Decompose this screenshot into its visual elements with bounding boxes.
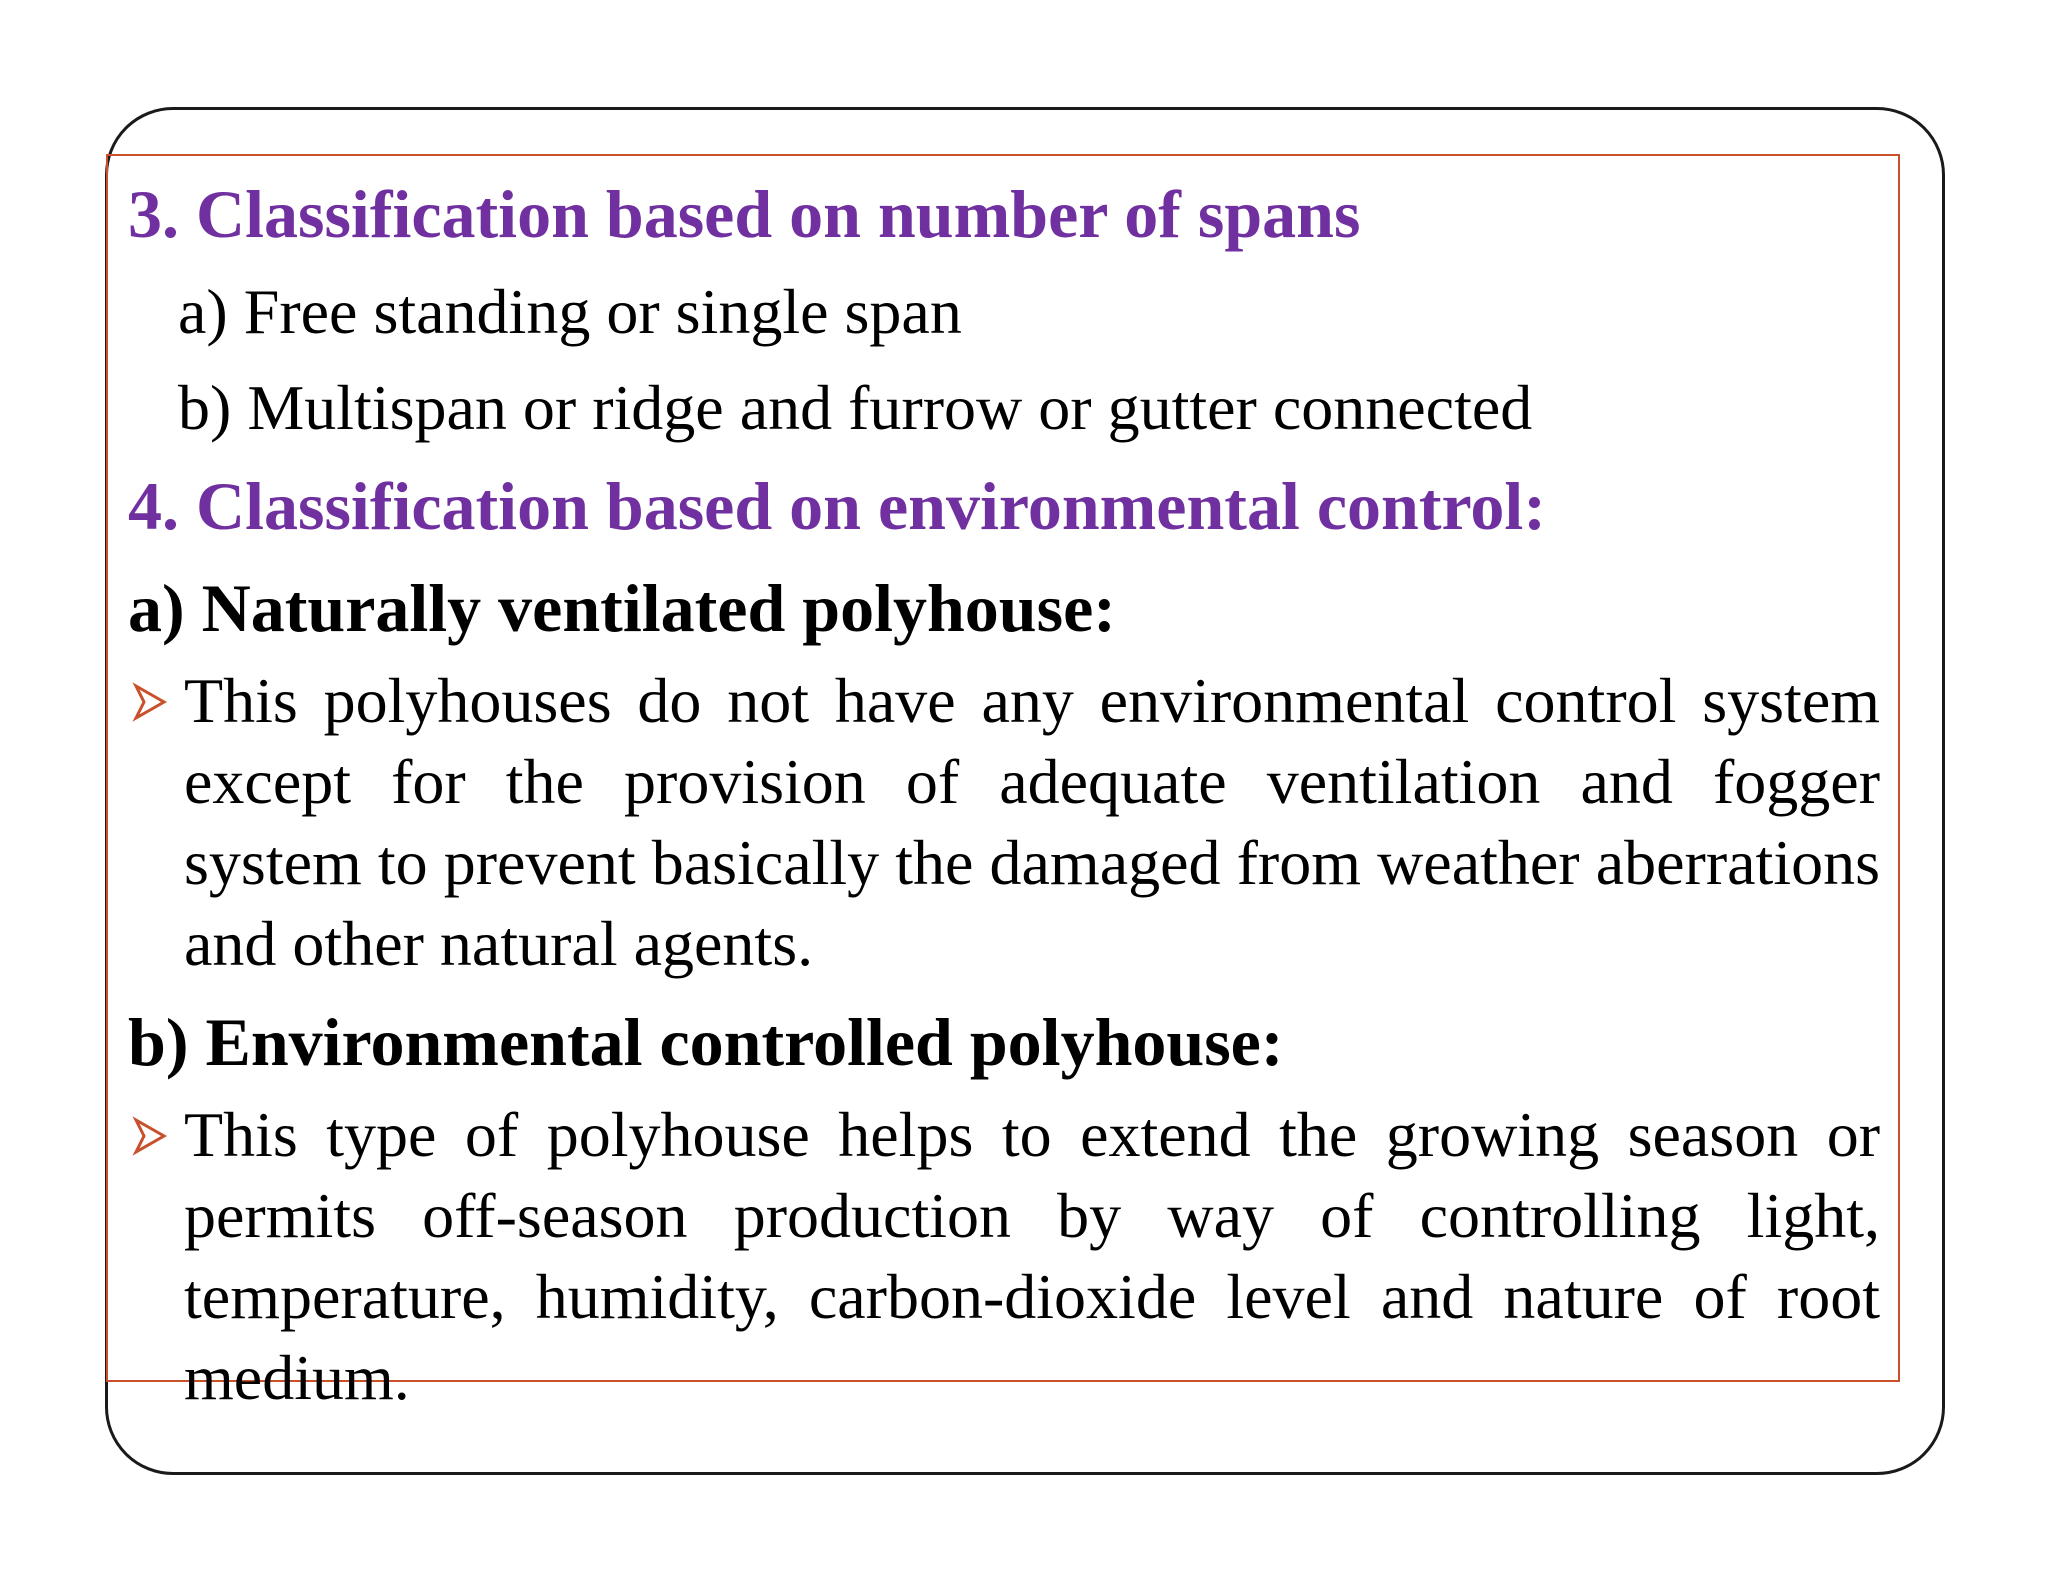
controlled-polyhouse-bullet (128, 1094, 1880, 1418)
arrow-bullet-icon (132, 1116, 168, 1156)
controlled-polyhouse-text: This type of polyhouse helps to extend the growing season or permits off-season production by way of controlling light, temperature, humidity, carbon-dioxide level and nature of root medium. (184, 1099, 1880, 1413)
controlled-polyhouse-title: b) Environmental controlled polyhouse: (128, 1004, 1284, 1080)
spans-item-b: b) Multispan or ridge and furrow or gutter connected (178, 372, 1533, 443)
natural-polyhouse-text: This polyhouses do not have any environmental control system except for the provision of adequate ventilation and fogger system to prevent basically the damaged from weather aberrations and other natural agents. (184, 665, 1880, 979)
environmental-heading: 4. Classification based on environmental control: (128, 468, 1546, 544)
arrow-bullet-icon (132, 682, 168, 722)
natural-polyhouse-title: a) Naturally ventilated polyhouse: (128, 570, 1116, 646)
spans-heading: 3. Classification based on number of spans (128, 176, 1361, 252)
spans-item-a: a) Free standing or single span (178, 276, 962, 347)
slide-content (128, 164, 1880, 1424)
natural-polyhouse-bullet (128, 660, 1880, 984)
